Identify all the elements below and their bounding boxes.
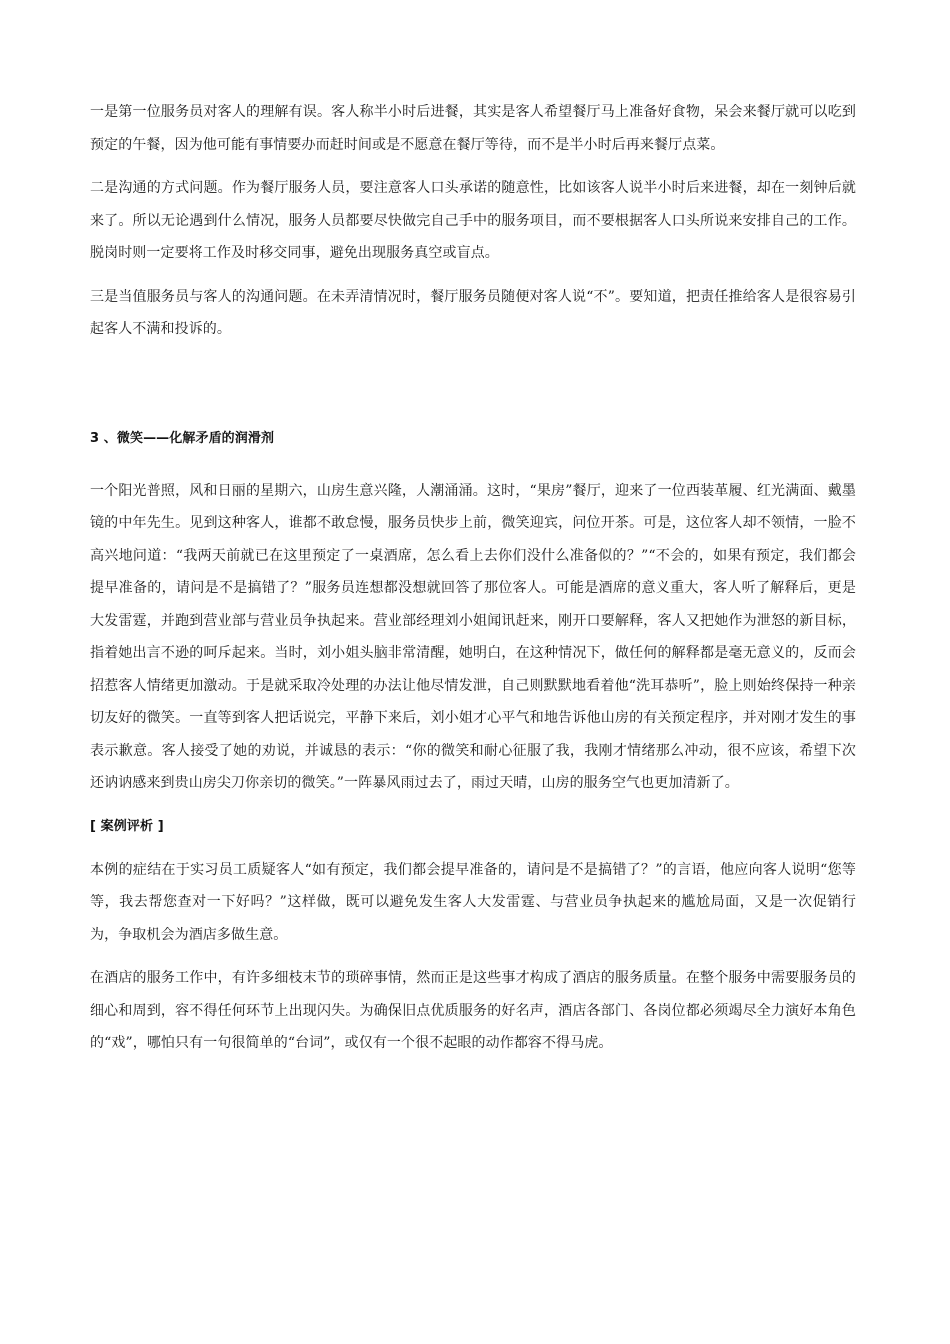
story-paragraph: 一个阳光普照，风和日丽的星期六，山房生意兴隆，人潮涌涌。这时，“果房”餐厅，迎来了一位西装革履、红光满面、戴墨镜的中年先生。见到这种客人，谁都不敢怠慢，服务员快步上前，微笑迎宾，问位开茶。可是，这位客人却不领情，一脸不高兴地问道：“我两天前就已在这里预定了一桌酒席，怎么看上去你们没什么准备似的？”“不会的，如果有预定，我们都会提早准备的，请问是不是搞错了？”服务员连想都没想就回答了那位客人。可能是酒席的意义重大，客人听了解释后，更是大发雷霆，并跑到营业部与营业员争执起来。营业部经理刘小姐闻讯赶来，刚开口要解释，客人又把她作为泄怒的新目标，指着她出言不逊的呵斥起来。当时，刘小姐头脑非常清醒，她明白，在这种情况下，做任何的解释都是毫无意义的，反而会招惹客人情绪更加激动。于是就采取冷处理的办法让他尽情发泄，自己则默默地看着他“洗耳恭听”，脸上则始终保持一种亲切友好的微笑。一直等到客人把话说完，平静下来后，刘小姐才心平气和地告诉他山房的有关预定程序，并对刚才发生的事表示歉意。客人接受了她的劝说，并诚恳的表示：“你的微笑和耐心征服了我，我刚才情绪那么冲动，很不应该，希望下次还讷讷感来到贵山房尖刀你亲切的微笑。”一阵暴风雨过去了，雨过天晴，山房的服务空气也更加清新了。 (90, 482, 856, 791)
paragraph-two: 二是沟通的方式问题。作为餐厅服务人员，要注意客人口头承诺的随意性，比如该客人说半小时后来进餐，却在一刻钟后就来了。所以无论遇到什么情况，服务人员都要尽快做完自己手中的服务项目，而不要根据客人口头所说来安排自己的工作。脱岗时则一定要将工作及时移交同事，避免出现服务真空或盲点。 (90, 180, 856, 261)
analysis-paragraph-one: 本例的症结在于实习员工质疑客人“如有预定，我们都会提早准备的，请问是不是搞错了？”的言语，他应向客人说明“您等等，我去帮您查对一下好吗？”这样做，既可以避免发生客人大发雷霆、与营业员争执起来的尴尬局面，又是一次促销行为，争取机会为酒店多做生意。 (90, 861, 856, 943)
analysis-heading: [ 案例评析 ] (90, 818, 164, 834)
analysis-paragraph-two: 在酒店的服务工作中，有许多细枝末节的琐碎事情，然而正是这些事才构成了酒店的服务质量。在整个服务中需要服务员的细心和周到，容不得任何环节上出现闪失。为确保旧点优质服务的好名声，酒店各部门、各岗位都必须竭尽全力演好本角色的“戏”，哪怕只有一句很简单的“台词”，或仅有一个很不起眼的动作都容不得马虎。 (90, 970, 856, 1051)
document-page (90, 96, 856, 1060)
paragraph-one: 一是第一位服务员对客人的理解有误。客人称半小时后进餐，其实是客人希望餐厅马上准备好食物，呆会来餐厅就可以吃到预定的午餐，因为他可能有事情要办而赶时间或是不愿意在餐厅等待，而不是半小时后再来餐厅点菜。 (90, 104, 856, 153)
section-heading: 3 、微笑——化解矛盾的润滑剂 (90, 430, 275, 446)
paragraph-three: 三是当值服务员与客人的沟通问题。在未弄清情况时，餐厅服务员随便对客人说“不”。要知道，把责任推给客人是很容易引起客人不满和投诉的。 (90, 288, 856, 337)
